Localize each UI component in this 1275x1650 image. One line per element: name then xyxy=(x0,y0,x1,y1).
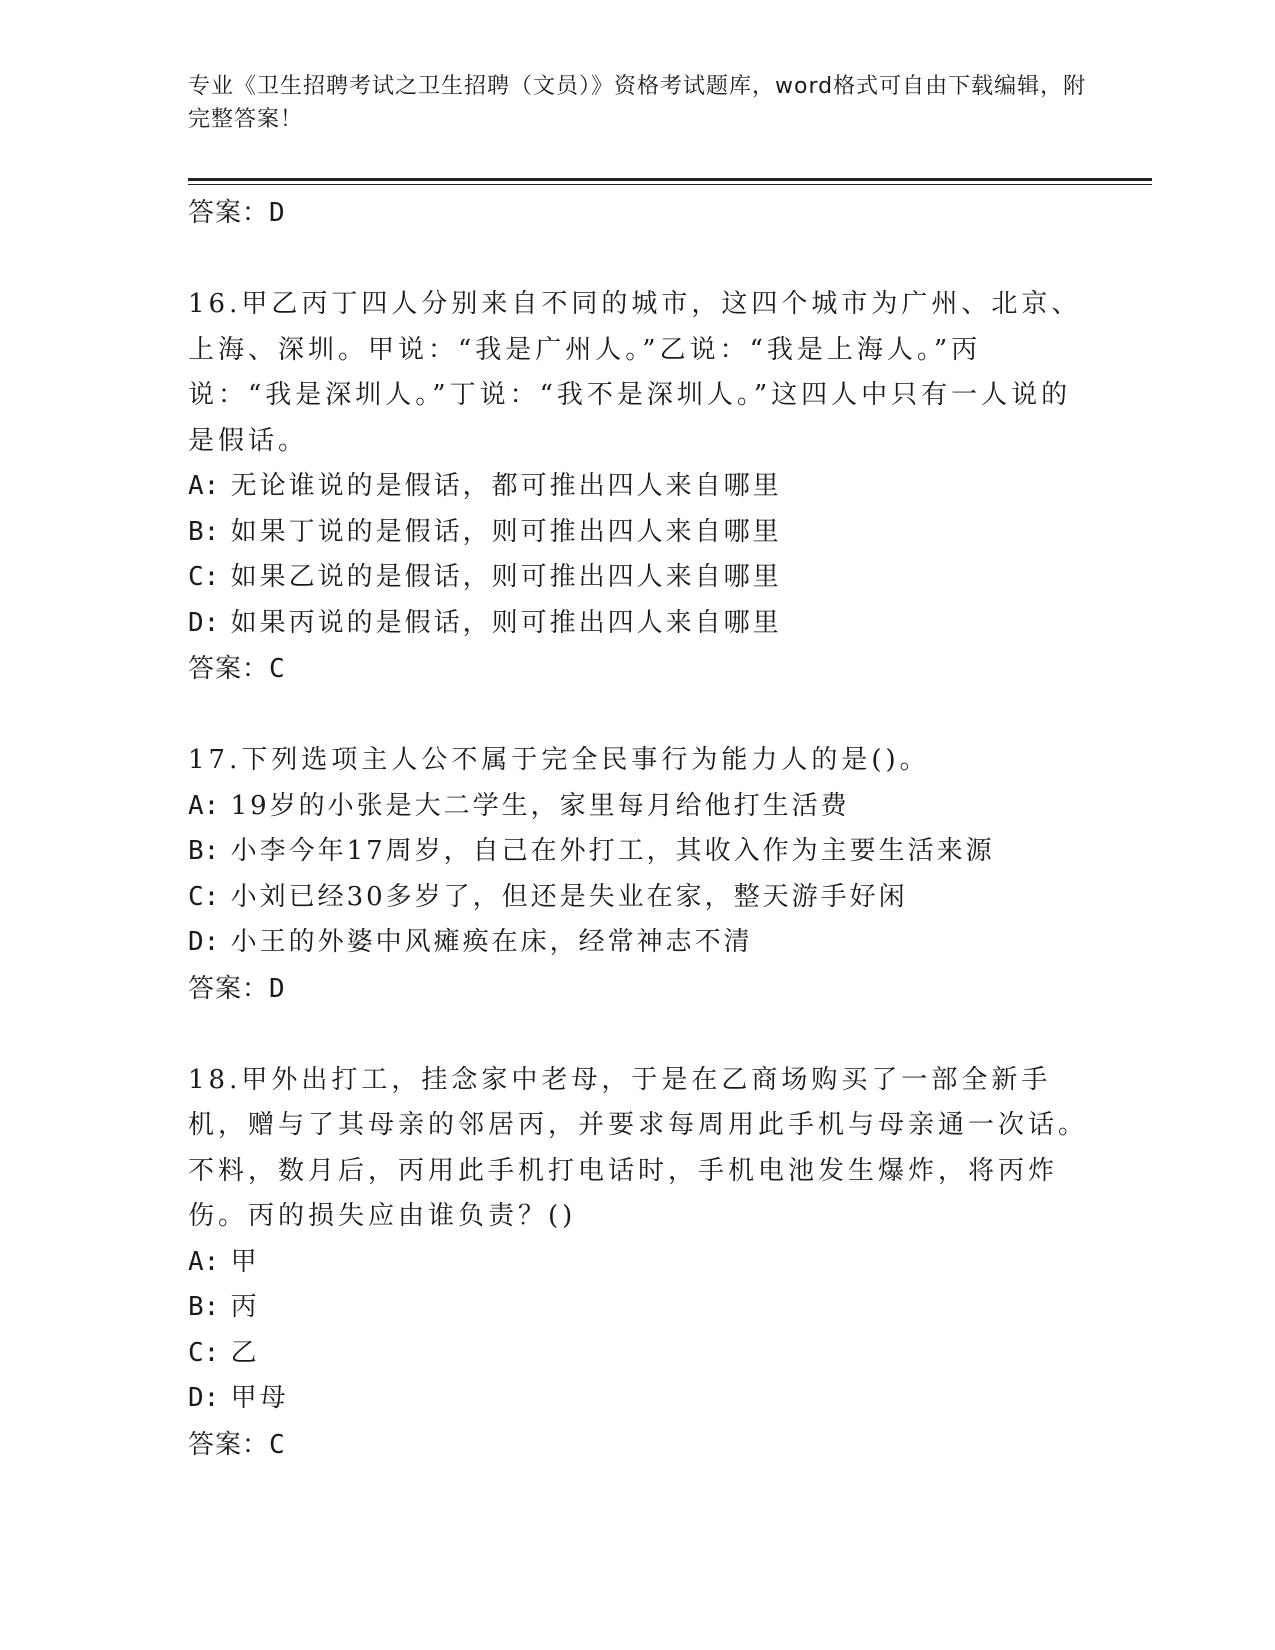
answer-value: C xyxy=(269,654,286,684)
option-d xyxy=(188,920,1088,966)
question-17 xyxy=(188,738,1088,1012)
question-16 xyxy=(188,282,1088,692)
option-letter: A: xyxy=(188,790,220,821)
option-letter: D: xyxy=(188,1383,220,1413)
option-text: 甲母 xyxy=(230,1383,289,1413)
option-c xyxy=(188,555,1088,601)
option-letter: C: xyxy=(188,562,220,592)
option-text: 丙 xyxy=(230,1292,260,1322)
option-letter: D: xyxy=(188,927,220,957)
option-b xyxy=(188,1285,1088,1331)
option-a xyxy=(188,464,1088,510)
option-text: 乙 xyxy=(230,1337,260,1368)
question-text: 18.甲外出打工，挂念家中老母，于是在乙商场购买了一部全新手机，赠与了其母亲的邻居丙，并要求每周用此手机与母亲通一次话。不料，数月后，丙用此手机打电话时，手机电池发生爆炸，将丙炸伤。丙的损失应由谁负责？() xyxy=(188,1064,1089,1231)
option-text: 小刘已经30多岁了，但还是失业在家，整天游手好闲 xyxy=(230,881,908,912)
option-text: 如果丁说的是假话，则可推出四人来自哪里 xyxy=(230,516,782,547)
option-text: 无论谁说的是假话，都可推出四人来自哪里 xyxy=(230,471,782,501)
answer-label: 答案： xyxy=(188,654,270,684)
header-title: 专业《卫生招聘考试之卫生招聘（文员）》资格考试题库，word格式可自由下载编辑，附完整答案！ xyxy=(188,74,1087,132)
option-letter: B: xyxy=(188,1292,220,1322)
option-a xyxy=(188,784,1088,830)
option-c xyxy=(188,1331,1088,1377)
question-list xyxy=(188,190,1088,1468)
document-header xyxy=(188,70,1088,136)
option-text: 甲 xyxy=(230,1246,260,1277)
header-divider-thick xyxy=(188,178,1152,181)
answer-line xyxy=(188,1422,1088,1468)
option-text: 如果乙说的是假话，则可推出四人来自哪里 xyxy=(230,562,782,592)
option-d xyxy=(188,601,1088,647)
answer-line xyxy=(188,190,1088,236)
option-letter: D: xyxy=(188,607,220,638)
question-text: 16.甲乙丙丁四人分别来自不同的城市，这四个城市为广州、北京、上海、深圳。甲说：“我是广州人。”乙说：“我是上海人。”丙说：“我是深圳人。”丁说：“我不是深圳人。”这四人中只有一人说的是假话。 xyxy=(188,289,1082,456)
option-letter: C: xyxy=(188,1337,220,1368)
option-text: 如果丙说的是假话，则可推出四人来自哪里 xyxy=(230,607,782,638)
option-b xyxy=(188,829,1088,875)
answer-label: 答案： xyxy=(188,973,270,1004)
question-text: 17.下列选项主人公不属于完全民事行为能力人的是()。 xyxy=(188,745,930,775)
answer-line xyxy=(188,646,1088,692)
option-d xyxy=(188,1376,1088,1422)
answer-value: C xyxy=(269,1429,286,1460)
option-a xyxy=(188,1240,1088,1286)
answer-label: 答案： xyxy=(188,198,270,228)
option-text: 小李今年17周岁，自己在外打工，其收入作为主要生活来源 xyxy=(230,836,995,866)
answer-value: D xyxy=(269,198,286,228)
answer-line xyxy=(188,966,1088,1012)
option-letter: C: xyxy=(188,881,220,912)
option-text: 小王的外婆中风瘫痪在床，经常神志不清 xyxy=(230,927,753,957)
answer-value: D xyxy=(269,973,286,1004)
option-c xyxy=(188,875,1088,921)
answer-label: 答案： xyxy=(188,1429,270,1460)
option-letter: A: xyxy=(188,471,220,501)
option-text: 19岁的小张是大二学生，家里每月给他打生活费 xyxy=(230,790,850,821)
header-divider-thin xyxy=(188,184,1152,185)
option-letter: B: xyxy=(188,836,220,866)
question-18 xyxy=(188,1058,1088,1468)
option-b xyxy=(188,510,1088,556)
option-letter: A: xyxy=(188,1246,220,1277)
option-letter: B: xyxy=(188,516,220,547)
